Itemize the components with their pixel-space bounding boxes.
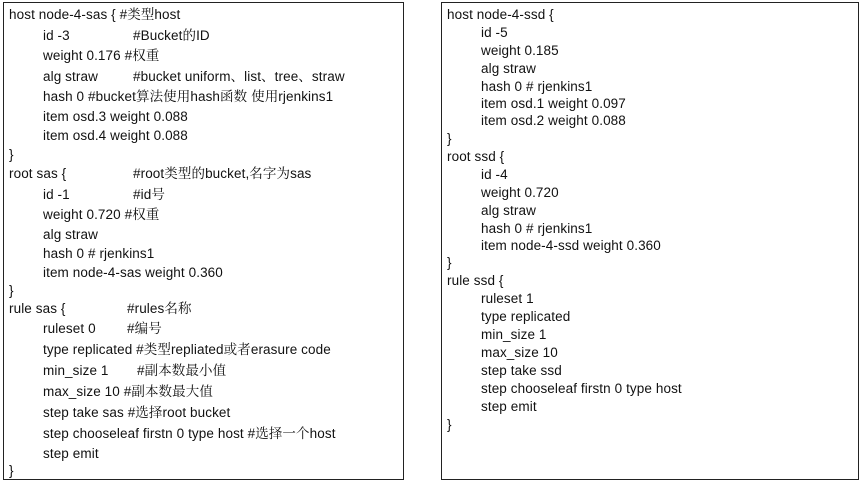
left-rule-step-take: step take sas #选择root bucket [43, 405, 231, 420]
right-root-alg: alg straw [481, 203, 536, 218]
left-root-id: id -1 [43, 187, 70, 202]
right-root-close: } [447, 255, 452, 270]
right-root-hash: hash 0 # rjenkins1 [481, 221, 593, 236]
right-host-hash: hash 0 # rjenkins1 [481, 79, 593, 94]
right-host-id: id -5 [481, 25, 508, 40]
right-rule-min-size: min_size 1 [481, 327, 547, 342]
left-rule-min-size-comment: #副本数最小值 [137, 363, 227, 378]
left-host-id-comment: #Bucket的ID [133, 28, 210, 43]
left-root-header: root sas { [9, 166, 67, 181]
left-host-close: } [9, 147, 14, 162]
right-rule-step-chooseleaf: step chooseleaf firstn 0 type host [481, 381, 682, 396]
left-rule-type: type replicated #类型repliated或者erasure code [43, 342, 331, 357]
left-root-hash: hash 0 # rjenkins1 [43, 246, 155, 261]
right-root-header: root ssd { [447, 149, 505, 164]
left-root-comment: #root类型的bucket,名字为sas [133, 166, 312, 181]
left-host-item-osd4: item osd.4 weight 0.088 [43, 128, 188, 143]
left-rule-comment: #rules名称 [127, 301, 192, 316]
left-root-close: } [9, 283, 14, 298]
right-host-item-osd2: item osd.2 weight 0.088 [481, 113, 626, 128]
right-host-header: host node-4-ssd { [447, 7, 554, 22]
left-host-header: host node-4-sas { #类型host [9, 7, 181, 22]
right-host-weight: weight 0.185 [481, 43, 559, 58]
left-host-item-osd3: item osd.3 weight 0.088 [43, 109, 188, 124]
left-rule-close: } [9, 463, 14, 478]
right-host-close: } [447, 131, 452, 146]
right-rule-type: type replicated [481, 309, 571, 324]
left-root-weight: weight 0.720 #权重 [43, 207, 160, 222]
right-host-alg: alg straw [481, 61, 536, 76]
right-root-item: item node-4-ssd weight 0.360 [481, 238, 661, 253]
right-rule-close: } [447, 417, 452, 432]
right-rule-header: rule ssd { [447, 273, 504, 288]
left-host-weight: weight 0.176 #权重 [43, 48, 160, 63]
left-rule-header: rule sas { [9, 301, 66, 316]
left-rule-step-emit: step emit [43, 446, 99, 461]
left-host-id: id -3 [43, 28, 70, 43]
left-rule-step-chooseleaf: step chooseleaf firstn 0 type host #选择一个host [43, 426, 336, 441]
right-rule-step-emit: step emit [481, 399, 537, 414]
left-host-hash: hash 0 #bucket算法使用hash函数 使用rjenkins1 [43, 89, 334, 104]
right-rule-step-take: step take ssd [481, 363, 562, 378]
left-host-alg: alg straw [43, 69, 98, 84]
left-rule-min-size: min_size 1 [43, 363, 109, 378]
right-root-id: id -4 [481, 167, 508, 182]
left-root-item: item node-4-sas weight 0.360 [43, 265, 223, 280]
left-rule-ruleset: ruleset 0 [43, 321, 96, 336]
right-rule-max-size: max_size 10 [481, 345, 558, 360]
left-host-alg-comment: #bucket uniform、list、tree、straw [133, 69, 345, 84]
left-rule-ruleset-comment: #编号 [127, 321, 162, 336]
right-host-item-osd1: item osd.1 weight 0.097 [481, 96, 626, 111]
right-rule-ruleset: ruleset 1 [481, 291, 534, 306]
right-root-weight: weight 0.720 [481, 185, 559, 200]
left-root-id-comment: #id号 [133, 187, 165, 202]
left-rule-max-size: max_size 10 #副本数最大值 [43, 384, 213, 399]
left-root-alg: alg straw [43, 227, 98, 242]
